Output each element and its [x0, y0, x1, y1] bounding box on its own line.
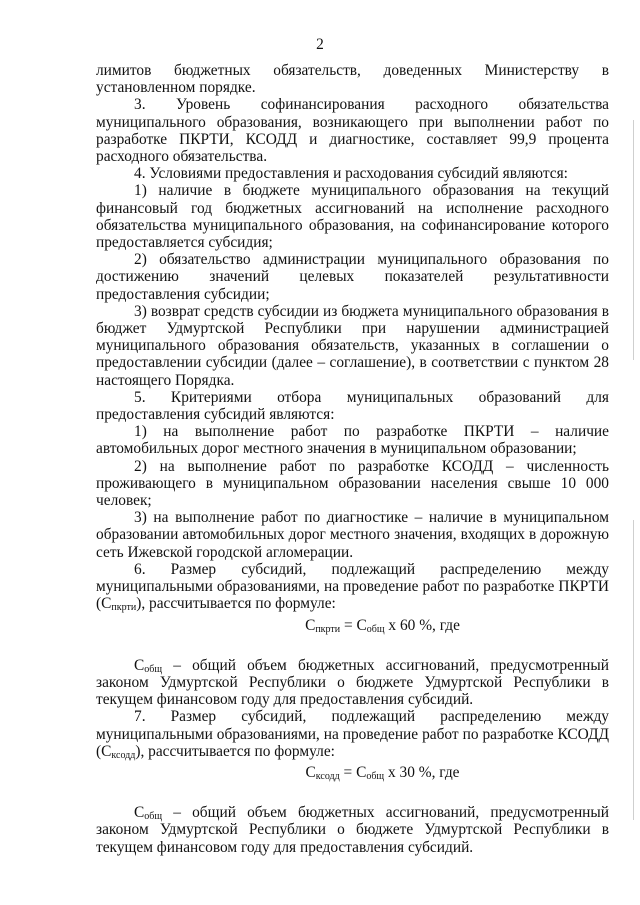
paragraph-condition-2: 2) обязательство администрации муниципального образования по достижению значений целевых показателей результативности предоставления субсидии; [96, 251, 609, 303]
formula-pkrti [96, 617, 609, 634]
formula-pkrti-lhs: С [305, 616, 316, 634]
paragraph-criteria-heading: 5. Критериями отбора муниципальных образований для предоставления субсидий являются: [96, 388, 609, 424]
paragraph-continuation: лимитов бюджетных обязательств, доведенных Министерству в установленном порядке. [96, 62, 609, 97]
formula-pkrti-mid: = С [340, 616, 367, 634]
definition-2-symbol: С [134, 804, 145, 822]
paragraph-conditions-heading: 4. Условиями предоставления и расходования субсидий являются: [134, 165, 568, 183]
definition-1-sub: общ [144, 663, 163, 675]
paragraph-section-6 [96, 561, 609, 613]
formula-ksodd-tail: х 30 %, где [384, 763, 460, 781]
paragraph-definition-2 [96, 804, 609, 856]
paragraph-cofinancing-level: 3. Уровень софинансирования расходного обязательства муниципального образования, возникающего при выполнении работ по разработке ПКРТИ, КСОДД и диагностике, составляет 99,9 процента расходного обязательства. [96, 96, 609, 166]
document-body [96, 62, 609, 856]
section7-text-after: ), рассчитывается по формуле: [135, 742, 335, 760]
formula-ksodd-mid: = С [339, 763, 367, 781]
formula-pkrti-rhs-sub: общ [366, 623, 385, 635]
formula-pkrti-lhs-sub: пкрти [315, 623, 341, 635]
section7-text-before: 7. Размер субсидий, подлежащий распределению между муниципальными образованиями, на проведение работ по разработке КСОДД (С [96, 708, 609, 760]
paragraph-definition-1 [96, 657, 609, 709]
paragraph-criterion-1: 1) на выполнение работ по разработке ПКРТИ – наличие автомобильных дорог местного значения в муниципальном образовании; [96, 423, 609, 458]
section7-subscript: ксодд [111, 749, 136, 761]
formula-ksodd [96, 764, 609, 781]
scan-edge-line [633, 520, 634, 820]
definition-2-text: – общий объем бюджетных ассигнований, предусмотренный законом Удмуртской Республики о бюджете Удмуртской Республики в текущем финансовом году для предоставления субсидий. [96, 804, 609, 856]
formula-pkrti-tail: х 60 %, где [384, 616, 460, 634]
paragraph-condition-1: 1) наличие в бюджете муниципального образования на текущий финансовый год бюджетных ассигнований на исполнение расходного обязательства муниципального образования, на софинансирование которого предоставляется субсидия; [96, 182, 609, 252]
section6-subscript: пкрти [111, 602, 137, 614]
section6-text-after: ), рассчитывается по формуле: [136, 595, 336, 613]
formula-ksodd-rhs-sub: общ [366, 770, 385, 782]
definition-1-symbol: С [134, 656, 145, 674]
page-number: 2 [316, 36, 324, 53]
paragraph-criterion-2: 2) на выполнение работ по разработке КСОДД – численность проживающего в муниципальном образовании населения свыше 10 000 человек; [96, 457, 609, 510]
section6-text-before: 6. Размер субсидий, подлежащий распределению между муниципальными образованиями, на проведение работ по разработке ПКРТИ (С [96, 560, 609, 613]
scan-edge-line [633, 120, 634, 360]
formula-ksodd-lhs-sub: ксодд [315, 770, 340, 782]
definition-2-sub: общ [144, 811, 163, 823]
formula-ksodd-lhs: С [305, 763, 316, 781]
paragraph-section-7 [96, 708, 609, 760]
definition-1-text: – общий объем бюджетных ассигнований, предусмотренный законом Удмуртской Республики о бюджете Удмуртской Республики в текущем финансовом году для предоставления субсидий. [96, 656, 609, 709]
paragraph-condition-3: 3) возврат средств субсидии из бюджета муниципального образования в бюджет Удмуртской Республики при нарушении администрацией муниципального образования обязательств, указанных в соглашении о предоставлении субсидии (далее – соглашение), в соответствии с пунктом 28 настоящего Порядка. [96, 302, 609, 389]
paragraph-criterion-3: 3) на выполнение работ по диагностике – наличие в муниципальном образовании автомобильных дорог местного значения, входящих в дорожную сеть Ижевской городской агломерации. [96, 509, 609, 561]
